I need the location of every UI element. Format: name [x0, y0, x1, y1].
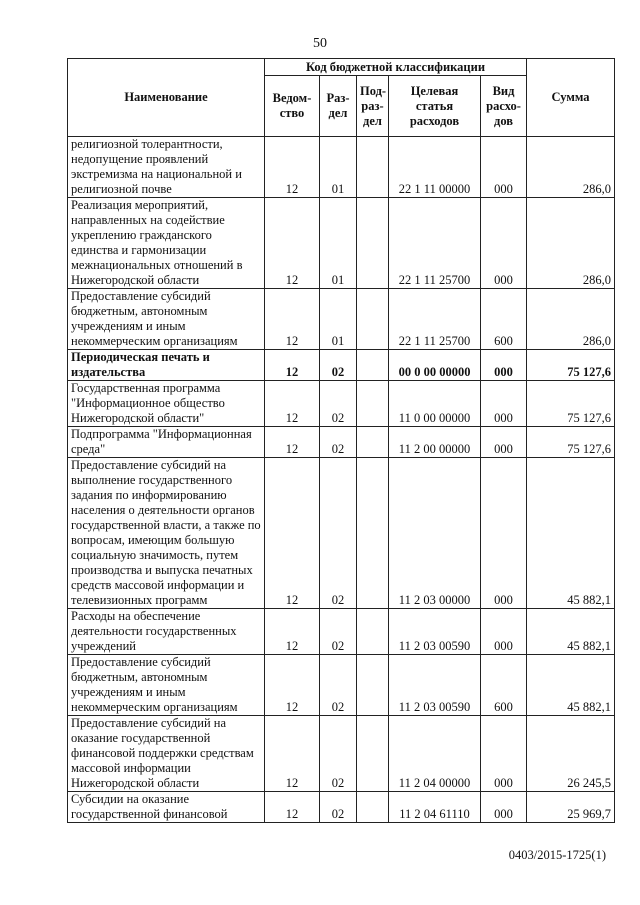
header-vid: Вид расхо-дов: [481, 76, 527, 137]
cell-vedomstvo: 12: [265, 458, 320, 609]
table-row: [68, 289, 615, 350]
table-row: [68, 381, 615, 427]
cell-podrazdel: [357, 198, 389, 289]
cell-razdel: 02: [320, 381, 357, 427]
cell-celevaya: 00 0 00 00000: [389, 350, 481, 381]
cell-celevaya: 11 2 03 00590: [389, 655, 481, 716]
cell-podrazdel: [357, 289, 389, 350]
cell-celevaya: 22 1 11 00000: [389, 137, 481, 198]
cell-razdel: 02: [320, 427, 357, 458]
cell-podrazdel: [357, 792, 389, 823]
cell-vid: 600: [481, 655, 527, 716]
cell-summa: 286,0: [527, 289, 615, 350]
cell-vedomstvo: 12: [265, 350, 320, 381]
cell-vedomstvo: 12: [265, 792, 320, 823]
cell-razdel: 02: [320, 716, 357, 792]
cell-summa: 75 127,6: [527, 350, 615, 381]
cell-podrazdel: [357, 137, 389, 198]
cell-name: Предоставление субсидий бюджетным, автономным учреждениям и иным некоммерческим организациям: [68, 289, 265, 350]
cell-podrazdel: [357, 381, 389, 427]
cell-summa: 75 127,6: [527, 427, 615, 458]
cell-name: Подпрограмма "Информационная среда": [68, 427, 265, 458]
cell-razdel: 02: [320, 609, 357, 655]
table-row: [68, 792, 615, 823]
cell-celevaya: 22 1 11 25700: [389, 289, 481, 350]
budget-table: [67, 58, 615, 823]
cell-vid: 000: [481, 381, 527, 427]
header-vedomstvo: Ведом-ство: [265, 76, 320, 137]
cell-vid: 000: [481, 427, 527, 458]
cell-name: религиозной толерантности, недопущение проявлений экстремизма на национальной и религиозной почве: [68, 137, 265, 198]
cell-vedomstvo: 12: [265, 137, 320, 198]
table-row: [68, 198, 615, 289]
cell-name: Периодическая печать и издательства: [68, 350, 265, 381]
header-razdel: Раз-дел: [320, 76, 357, 137]
table-row: [68, 458, 615, 609]
cell-name: Предоставление субсидий бюджетным, автономным учреждениям и иным некоммерческим организациям: [68, 655, 265, 716]
cell-vid: 000: [481, 716, 527, 792]
cell-summa: 25 969,7: [527, 792, 615, 823]
cell-name: Расходы на обеспечение деятельности государственных учреждений: [68, 609, 265, 655]
cell-razdel: 02: [320, 458, 357, 609]
cell-celevaya: 11 2 04 61110: [389, 792, 481, 823]
cell-celevaya: 11 0 00 00000: [389, 381, 481, 427]
cell-celevaya: 11 2 04 00000: [389, 716, 481, 792]
cell-vid: 000: [481, 609, 527, 655]
budget-table-body: [68, 137, 615, 823]
cell-summa: 45 882,1: [527, 655, 615, 716]
table-row: [68, 350, 615, 381]
cell-vid: 000: [481, 350, 527, 381]
cell-celevaya: 22 1 11 25700: [389, 198, 481, 289]
table-row: [68, 137, 615, 198]
cell-summa: 286,0: [527, 198, 615, 289]
cell-podrazdel: [357, 716, 389, 792]
cell-vid: 000: [481, 137, 527, 198]
cell-podrazdel: [357, 655, 389, 716]
cell-vedomstvo: 12: [265, 427, 320, 458]
cell-celevaya: 11 2 03 00590: [389, 609, 481, 655]
cell-razdel: 02: [320, 792, 357, 823]
cell-podrazdel: [357, 350, 389, 381]
table-row: [68, 716, 615, 792]
cell-name: Государственная программа "Информационное общество Нижегородской области": [68, 381, 265, 427]
cell-summa: 45 882,1: [527, 458, 615, 609]
cell-vid: 000: [481, 198, 527, 289]
header-podrazdel: Под-раз-дел: [357, 76, 389, 137]
cell-vedomstvo: 12: [265, 198, 320, 289]
cell-name: Реализация мероприятий, направленных на содействие укреплению гражданского единства и гармонизации межнациональных отношений в Нижегородской области: [68, 198, 265, 289]
cell-summa: 75 127,6: [527, 381, 615, 427]
cell-vid: 000: [481, 792, 527, 823]
cell-podrazdel: [357, 427, 389, 458]
cell-razdel: 02: [320, 350, 357, 381]
cell-razdel: 01: [320, 137, 357, 198]
header-summa: Сумма: [527, 59, 615, 137]
cell-podrazdel: [357, 609, 389, 655]
table-row: [68, 427, 615, 458]
header-name: Наименование: [68, 59, 265, 137]
footer-code: 0403/2015-1725(1): [508, 848, 606, 862]
cell-vedomstvo: 12: [265, 655, 320, 716]
cell-celevaya: 11 2 00 00000: [389, 427, 481, 458]
cell-vedomstvo: 12: [265, 609, 320, 655]
cell-razdel: 02: [320, 655, 357, 716]
header-kbk: Код бюджетной классификации: [265, 59, 527, 76]
cell-vedomstvo: 12: [265, 716, 320, 792]
cell-name: Субсидии на оказание государственной финансовой: [68, 792, 265, 823]
cell-podrazdel: [357, 458, 389, 609]
cell-razdel: 01: [320, 198, 357, 289]
cell-vid: 000: [481, 458, 527, 609]
table-row: [68, 655, 615, 716]
cell-celevaya: 11 2 03 00000: [389, 458, 481, 609]
cell-vedomstvo: 12: [265, 289, 320, 350]
page-number: 50: [313, 36, 327, 51]
cell-summa: 286,0: [527, 137, 615, 198]
cell-razdel: 01: [320, 289, 357, 350]
cell-vid: 600: [481, 289, 527, 350]
cell-vedomstvo: 12: [265, 381, 320, 427]
header-celevaya: Целевая статья расходов: [389, 76, 481, 137]
cell-name: Предоставление субсидий на выполнение государственного задания по информированию населения о деятельности органов государственной власти, а также по вопросам, имеющим большую социальную значимость, путем производства и выпуска печатных средств массовой информации и телевизионных программ: [68, 458, 265, 609]
cell-summa: 26 245,5: [527, 716, 615, 792]
table-row: [68, 609, 615, 655]
cell-summa: 45 882,1: [527, 609, 615, 655]
cell-name: Предоставление субсидий на оказание государственной финансовой поддержки средствам массовой информации Нижегородской области: [68, 716, 265, 792]
